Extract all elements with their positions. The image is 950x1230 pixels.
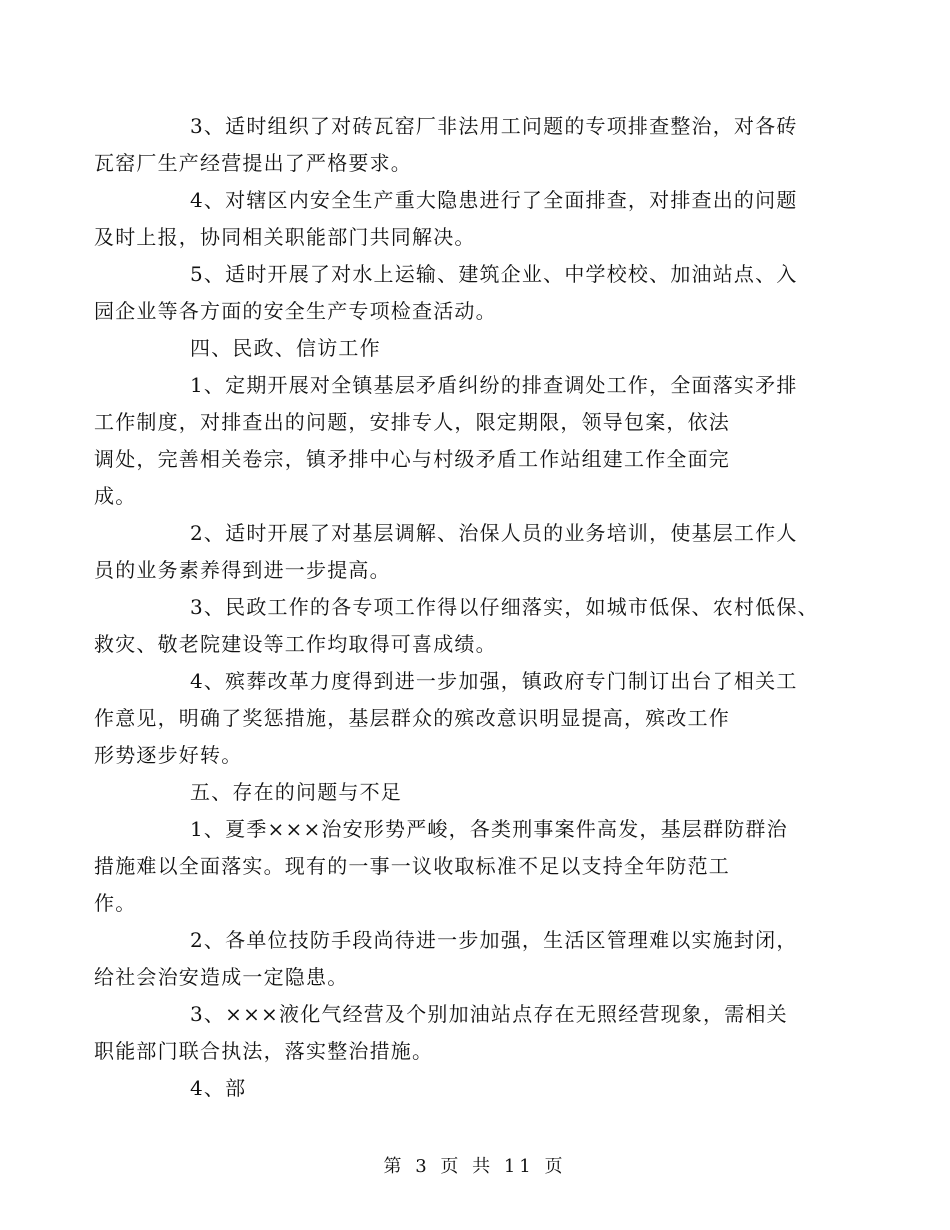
text-line: 1、定期开展对全镇基层矛盾纠纷的排查调处工作，全面落实矛排: [190, 373, 798, 397]
text-line: 五、存在的问题与不足: [190, 780, 402, 804]
paragraph: [94, 182, 812, 256]
section-heading: [142, 330, 812, 367]
text-line: 3、适时组织了对砖瓦窑厂非法用工问题的专项排查整治，对各砖: [190, 114, 798, 138]
paragraph: [94, 256, 812, 330]
text-line: 瓦窑厂生产经营提出了严格要求。: [94, 151, 412, 175]
text-line: 形势逐步好转。: [94, 743, 243, 767]
text-line: 措施难以全面落实。现有的一事一议收取标准不足以支持全年防范工: [94, 854, 730, 878]
page-footer: 第 3 页 共 11 页: [383, 1156, 567, 1177]
paragraph: [94, 811, 812, 922]
text-line: 救灾、敬老院建设等工作均取得可喜成绩。: [94, 632, 497, 656]
text-line: 园企业等各方面的安全生产专项检查活动。: [94, 299, 497, 323]
text-line: 4、殡葬改革力度得到进一步加强，镇政府专门制订出台了相关工: [190, 669, 798, 693]
document-body: [94, 108, 819, 1107]
text-line: 四、民政、信访工作: [190, 336, 381, 360]
text-line: 作意见，明确了奖惩措施，基层群众的殡改意识明显提高，殡改工作: [94, 706, 730, 730]
paragraph: [94, 589, 819, 663]
text-line: 1、夏季×××治安形势严峻，各类刑事案件高发，基层群防群治: [190, 817, 788, 841]
text-line: 3、×××液化气经营及个别加油站点存在无照经营现象，需相关: [190, 1002, 788, 1026]
paragraph: [94, 996, 812, 1070]
text-line: 2、各单位技防手段尚待进一步加强，生活区管理难以实施封闭，: [190, 928, 798, 952]
text-line: 及时上报，协同相关职能部门共同解决。: [94, 225, 476, 249]
text-line: 成。: [94, 484, 137, 508]
text-line: 3、民政工作的各专项工作得以仔细落实，如城市低保、农村低保、: [190, 595, 819, 619]
text-line: 职能部门联合执法，落实整治措施。: [94, 1039, 434, 1063]
paragraph: [94, 663, 812, 774]
text-line: 调处，完善相关卷宗，镇矛排中心与村级矛盾工作站组建工作全面完: [94, 447, 730, 471]
text-line: 作。: [94, 891, 137, 915]
paragraph: [94, 367, 812, 515]
text-line: 给社会治安造成一定隐患。: [94, 965, 349, 989]
text-line: 4、对辖区内安全生产重大隐患进行了全面排查，对排查出的问题: [190, 188, 798, 212]
paragraph: [94, 515, 812, 589]
text-line: 员的业务素养得到进一步提高。: [94, 558, 391, 582]
text-line: 4、部: [190, 1076, 247, 1100]
text-line: 5、适时开展了对水上运输、建筑企业、中学校校、加油站点、入: [190, 262, 798, 286]
text-line: 工作制度，对排查出的问题，安排专人，限定期限，领导包案，依法: [94, 410, 730, 434]
section-heading: [142, 774, 812, 811]
paragraph: [94, 108, 812, 182]
paragraph: [94, 922, 812, 996]
text-line: 2、适时开展了对基层调解、治保人员的业务培训，使基层工作人: [190, 521, 798, 545]
paragraph: [142, 1070, 812, 1107]
